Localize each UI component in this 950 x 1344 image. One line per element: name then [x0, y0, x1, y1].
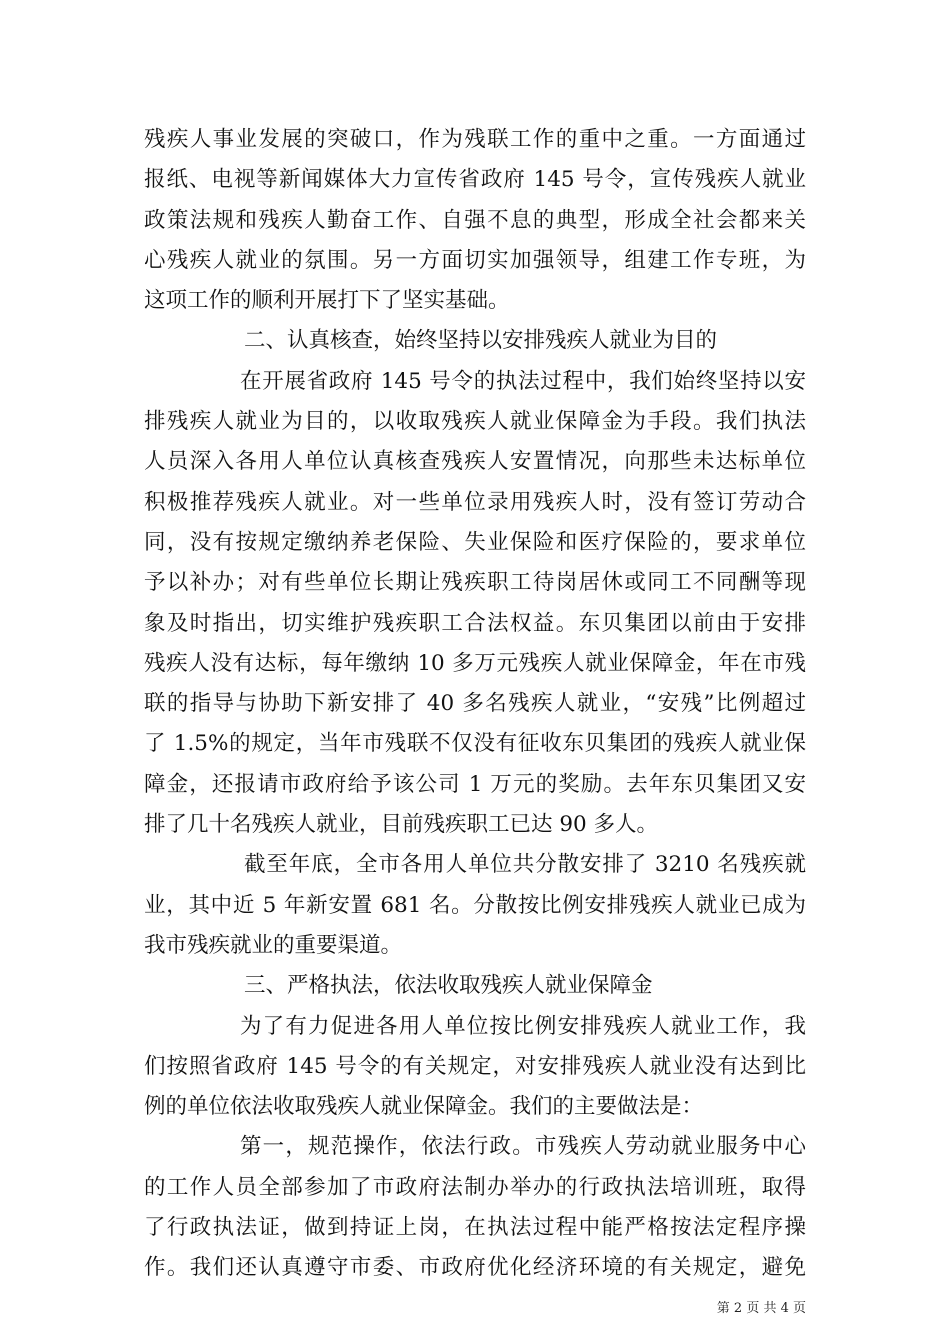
body-line: 心残疾人就业的氛围。另一方面切实加强领导，组建工作专班，为 — [144, 247, 806, 273]
body-line: 予以补办；对有些单位长期让残疾职工待岗居休或同工不同酬等现 — [144, 570, 806, 596]
body-line: 积极推荐残疾人就业。对一些单位录用残疾人时，没有签订劳动合 — [144, 489, 806, 515]
body-line: 例的单位依法收取残疾人就业保障金。我们的主要做法是： — [144, 1094, 704, 1120]
paragraph-first-line: 第一，规范操作，依法行政。市残疾人劳动就业服务中心 — [240, 1134, 806, 1160]
body-line: 的工作人员全部参加了市政府法制办举办的行政执法培训班，取得 — [144, 1174, 806, 1200]
paragraph-first-line: 为了有力促进各用人单位按比例安排残疾人就业工作，我 — [240, 1013, 806, 1039]
body-line: 了 1.5%的规定，当年市残联不仅没有征收东贝集团的残疾人就业保 — [144, 731, 806, 757]
body-line: 报纸、电视等新闻媒体大力宣传省政府 145 号令，宣传残疾人就业 — [144, 167, 806, 193]
paragraph-first-line: 截至年底，全市各用人单位共分散安排了 3210 名残疾就 — [244, 852, 806, 878]
body-line: 联的指导与协助下新安排了 40 多名残疾人就业，“安残”比例超过 — [144, 691, 806, 717]
body-line: 排残疾人就业为目的，以收取残疾人就业保障金为手段。我们执法 — [144, 409, 806, 435]
section-heading-2: 二、认真核查，始终坚持以安排残疾人就业为目的 — [244, 328, 718, 354]
section-heading-3: 三、严格执法，依法收取残疾人就业保障金 — [244, 973, 653, 999]
body-line: 政策法规和残疾人勤奋工作、自强不息的典型，形成全社会都来关 — [144, 207, 806, 233]
body-line: 业，其中近 5 年新安置 681 名。分散按比例安排残疾人就业已成为 — [144, 892, 806, 918]
body-line: 象及时指出，切实维护残疾职工合法权益。东贝集团以前由于安排 — [144, 610, 806, 636]
document-body — [144, 120, 806, 1289]
page-number-footer: 第 2 页 共 4 页 — [716, 1301, 806, 1316]
body-line: 人员深入各用人单位认真核查残疾人安置情况，向那些未达标单位 — [144, 449, 806, 475]
paragraph-first-line: 在开展省政府 145 号令的执法过程中，我们始终坚持以安 — [240, 368, 806, 394]
body-line: 了行政执法证，做到持证上岗，在执法过程中能严格按法定程序操 — [144, 1215, 806, 1241]
body-line: 们按照省政府 145 号令的有关规定，对安排残疾人就业没有达到比 — [144, 1053, 806, 1079]
body-line: 障金，还报请市政府给予该公司 1 万元的奖励。去年东贝集团又安 — [144, 771, 806, 797]
body-line: 排了几十名残疾人就业，目前残疾职工已达 90 多人。 — [144, 812, 659, 838]
body-line: 这项工作的顺利开展打下了坚实基础。 — [144, 288, 510, 314]
body-line: 我市残疾就业的重要渠道。 — [144, 932, 403, 958]
body-line: 同，没有按规定缴纳养老保险、失业保险和医疗保险的，要求单位 — [144, 529, 806, 555]
body-line: 残疾人没有达标，每年缴纳 10 多万元残疾人就业保障金，年在市残 — [144, 650, 806, 676]
body-line: 残疾人事业发展的突破口，作为残联工作的重中之重。一方面通过 — [144, 127, 806, 152]
body-line: 作。我们还认真遵守市委、市政府优化经济环境的有关规定，避免 — [144, 1255, 806, 1281]
